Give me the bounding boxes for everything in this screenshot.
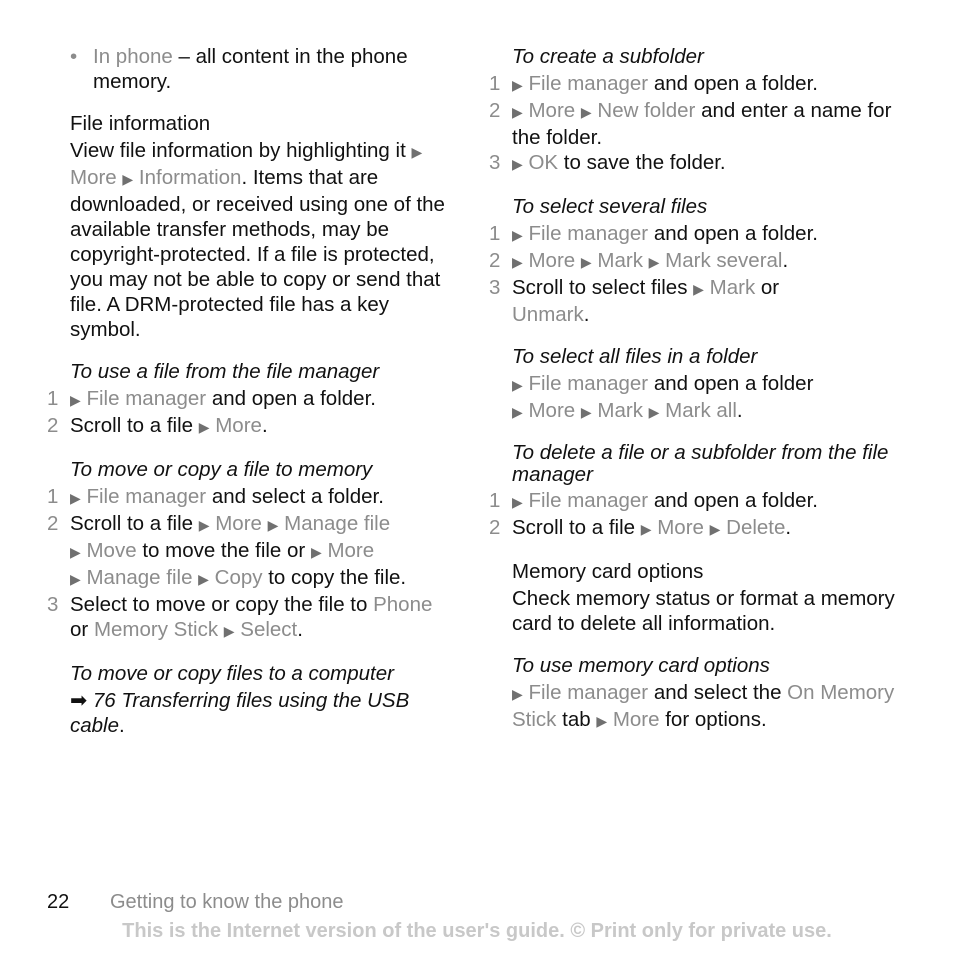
menu-arrow-icon: ▶ bbox=[512, 686, 523, 702]
use-memory-card-heading: To use memory card options bbox=[512, 654, 770, 677]
menu-arrow-icon: ▶ bbox=[709, 521, 721, 537]
internet-version-notice: This is the Internet version of the user's guide. © Print only for private use. bbox=[122, 920, 832, 942]
file-information-heading: File information bbox=[70, 112, 211, 135]
subfolder-step-2: 2 ▶ More ▶ New folder and enter a name for the folder. bbox=[489, 99, 892, 149]
menu-arrow-icon: ▶ bbox=[512, 404, 523, 420]
menu-arrow-icon: ▶ bbox=[580, 254, 592, 270]
chapter-title: Getting to know the phone bbox=[110, 891, 344, 913]
move-copy-heading: To move or copy a file to memory bbox=[70, 458, 373, 481]
use-memory-card-text: ▶ File manager and select the On Memory Stick tab ▶ More for options. bbox=[512, 681, 895, 731]
move-copy-step-2: 2 Scroll to a file ▶ More ▶ Manage file ▶ Move to move the file or ▶ More ▶ Manage file ▶ Copy to copy the file. bbox=[47, 512, 407, 589]
menu-arrow-icon: ▶ bbox=[198, 571, 209, 587]
right-column bbox=[487, 44, 907, 734]
menu-arrow-icon: ▶ bbox=[580, 404, 592, 420]
several-files-step-2: 2 ▶ More ▶ Mark ▶ Mark several. bbox=[489, 249, 789, 272]
move-copy-step-3: 3 Select to move or copy the file to Phone or Memory Stick ▶ Select. bbox=[47, 593, 433, 641]
computer-heading: To move or copy files to a computer bbox=[70, 662, 394, 685]
menu-arrow-icon: ▶ bbox=[122, 171, 134, 187]
file-information-text: View file information by highlighting it ▶ More ▶ Information. Items that are downloaded, or received using one of the available transfer methods, may be copyright-protected. If a file is protected, you may not be able to copy or send that file. A DRM-protected file has a key symbol. bbox=[70, 139, 445, 341]
menu-arrow-icon: ▶ bbox=[198, 517, 210, 533]
memory-card-options-text: Check memory status or format a memory card to delete all information. bbox=[512, 587, 895, 635]
several-files-heading: To select several files bbox=[512, 195, 708, 218]
several-files-step-3: 3 Scroll to select files ▶ Mark or Unmark. bbox=[489, 276, 780, 326]
in-phone-term: In phone bbox=[93, 45, 173, 68]
move-copy-step-1: 1 ▶ File manager and select a folder. bbox=[47, 485, 384, 508]
menu-arrow-icon: ▶ bbox=[512, 227, 523, 243]
menu-arrow-icon: ▶ bbox=[596, 713, 608, 729]
all-files-heading: To select all files in a folder bbox=[512, 345, 758, 368]
usb-cable-reference[interactable]: ➡ 76 Transferring files using the USB cable. bbox=[70, 689, 410, 737]
bullet-dot: • bbox=[70, 45, 78, 68]
delete-heading: To delete a file or a subfolder from the file manager bbox=[512, 441, 889, 486]
page-number: 22 bbox=[47, 891, 70, 913]
memory-card-options-heading: Memory card options bbox=[512, 560, 704, 583]
menu-arrow-icon: ▶ bbox=[223, 623, 235, 639]
menu-arrow-icon: ▶ bbox=[648, 254, 660, 270]
use-file-step-2: 2 Scroll to a file ▶ More. bbox=[47, 414, 268, 437]
menu-arrow-icon: ▶ bbox=[70, 544, 81, 560]
menu-arrow-icon: ▶ bbox=[693, 281, 704, 297]
delete-step-2: 2 Scroll to a file ▶ More ▶ Delete. bbox=[489, 516, 792, 539]
menu-arrow-icon: ▶ bbox=[70, 571, 81, 587]
menu-arrow-icon: ▶ bbox=[640, 521, 652, 537]
use-file-heading: To use a file from the file manager bbox=[70, 360, 380, 383]
menu-arrow-icon: ▶ bbox=[310, 544, 322, 560]
use-file-step-1: 1 ▶ File manager and open a folder. bbox=[47, 387, 376, 410]
subfolder-step-3: 3 ▶ OK to save the folder. bbox=[489, 151, 726, 174]
menu-arrow-icon: ▶ bbox=[512, 494, 523, 510]
all-files-text: ▶ File manager and open a folder ▶ More ▶ Mark ▶ Mark all. bbox=[512, 372, 814, 422]
left-column bbox=[45, 44, 455, 738]
bullet-in-phone: • In phone – all content in the phone memory. bbox=[70, 45, 408, 93]
menu-arrow-icon: ▶ bbox=[580, 104, 592, 120]
menu-arrow-icon: ▶ bbox=[198, 419, 210, 435]
menu-arrow-icon: ▶ bbox=[411, 144, 423, 160]
menu-arrow-icon: ▶ bbox=[512, 377, 523, 393]
subfolder-step-1: 1 ▶ File manager and open a folder. bbox=[489, 72, 818, 95]
menu-arrow-icon: ▶ bbox=[512, 156, 523, 172]
menu-arrow-icon: ▶ bbox=[70, 392, 81, 408]
subfolder-heading: To create a subfolder bbox=[512, 45, 704, 68]
delete-step-1: 1 ▶ File manager and open a folder. bbox=[489, 489, 818, 512]
menu-arrow-icon: ▶ bbox=[648, 404, 660, 420]
menu-arrow-icon: ▶ bbox=[512, 104, 523, 120]
menu-arrow-icon: ▶ bbox=[512, 254, 523, 270]
several-files-step-1: 1 ▶ File manager and open a folder. bbox=[489, 222, 818, 245]
menu-arrow-icon: ▶ bbox=[512, 77, 523, 93]
right-arrow-icon: ➡ bbox=[70, 689, 88, 712]
menu-arrow-icon: ▶ bbox=[70, 490, 81, 506]
menu-arrow-icon: ▶ bbox=[267, 517, 279, 533]
